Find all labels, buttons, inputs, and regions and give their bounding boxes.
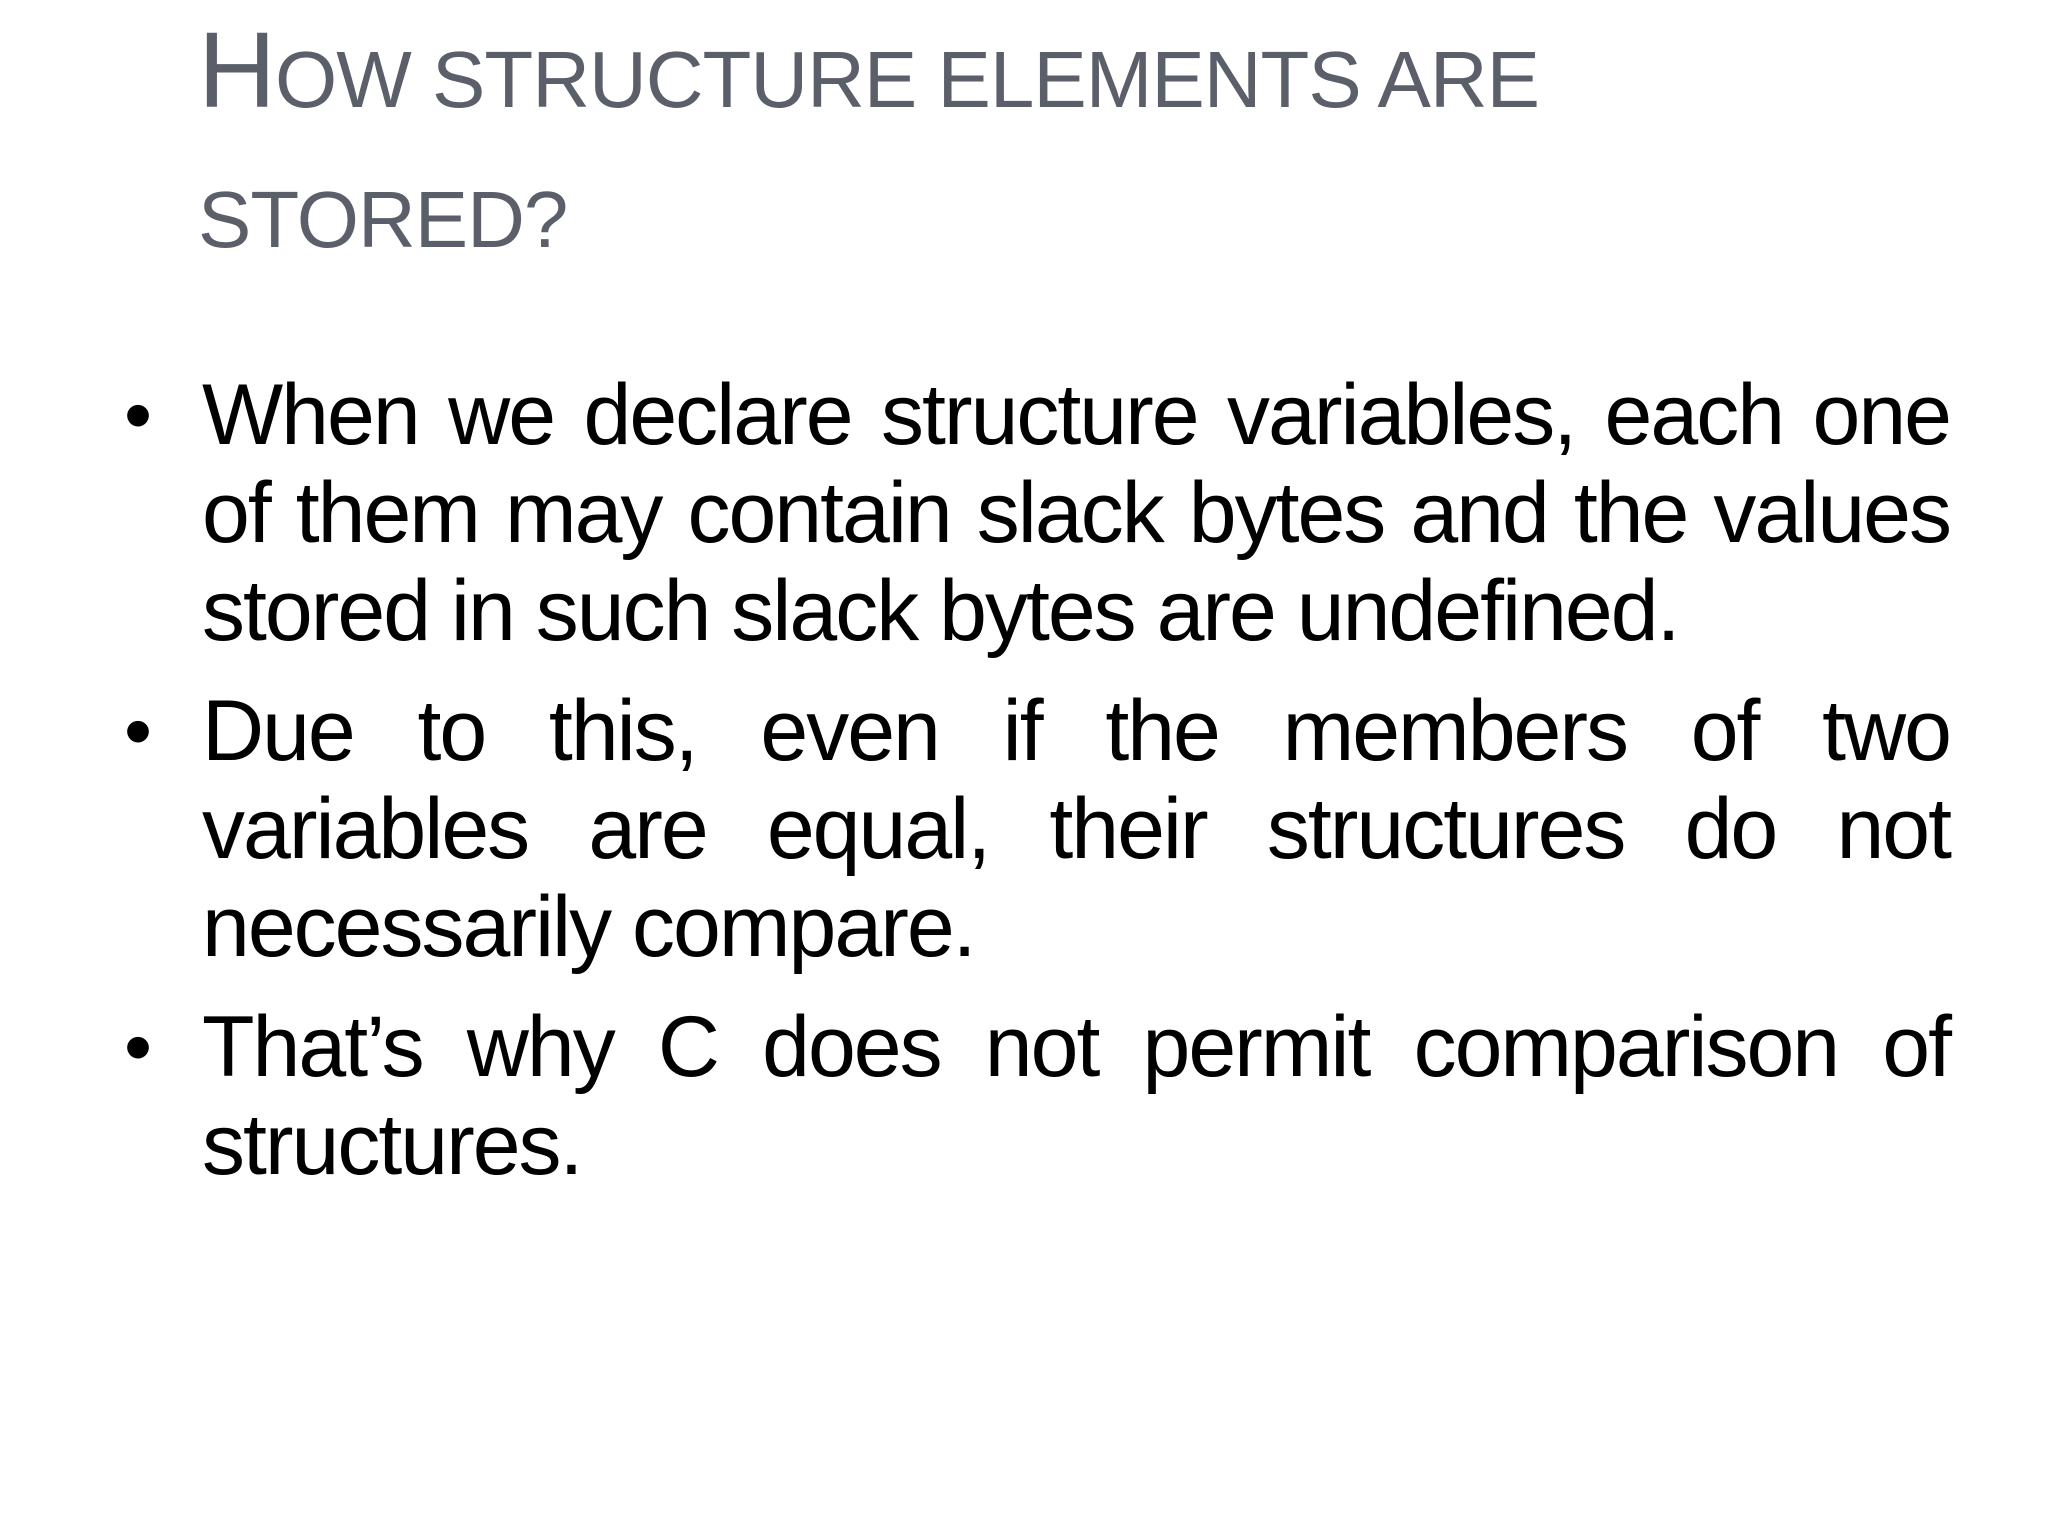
bullet-text: That’s why C does not permit comparison of structures. <box>202 999 1950 1193</box>
bullet-text: When we declare structure variables, each one of them may contain slack bytes and the values stored in such slack bytes are undefined. <box>202 367 1950 659</box>
bullet-list <box>120 366 1950 1216</box>
bullet-text: Due to this, even if the members of two variables are equal, their structures do not necessarily compare. <box>202 683 1950 975</box>
slide-title-initial: H <box>198 9 275 130</box>
bullet-dot-icon: • <box>124 686 153 775</box>
bullet-dot-icon: • <box>124 1002 153 1091</box>
slide-title <box>198 0 1798 290</box>
bullet-item <box>120 998 1950 1194</box>
bullet-item <box>120 366 1950 660</box>
bullet-dot-icon: • <box>124 370 153 459</box>
bullet-item <box>120 682 1950 976</box>
slide-title-rest: OW STRUCTURE ELEMENTS ARE STORED? <box>198 35 1540 264</box>
